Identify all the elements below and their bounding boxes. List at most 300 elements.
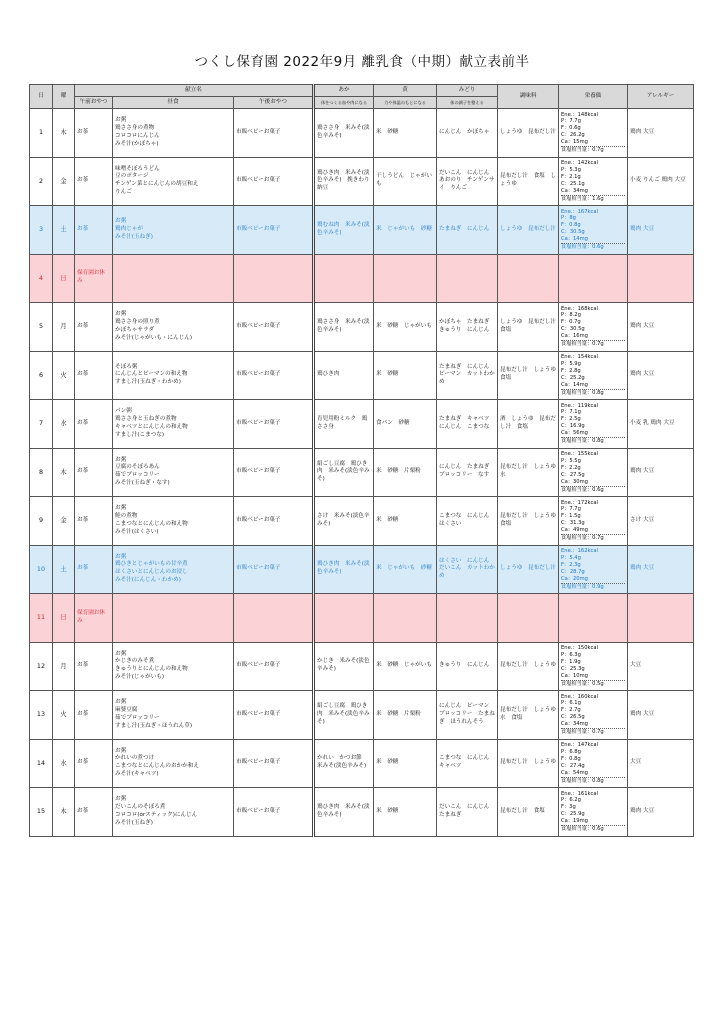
weekday-cell: 月 (53, 303, 75, 352)
day-cell: 6 (30, 351, 53, 400)
morning-snack-cell: お茶 (75, 109, 113, 158)
header-green: みどり (437, 85, 498, 97)
salt-equivalent: 食塩相当量：0.7g (561, 728, 625, 736)
allergy-cell: 小麦 乳 鶏肉 大豆 (628, 400, 694, 449)
nutrition-cell (559, 497, 628, 546)
nutrition-value: Ca：16mg (561, 333, 588, 340)
red-food-cell: 鶏ささ身 米みそ(淡色辛みそ) (314, 109, 374, 158)
yellow-food-cell: 米 砂糖 片栗粉 (374, 448, 437, 497)
nutrition-value: Ca：10mg (561, 672, 588, 679)
lunch-dish: はくさいとにんじんのお浸し (115, 569, 188, 576)
salt-equivalent: 食塩相当量：0.6g (561, 486, 625, 494)
allergy-cell: さけ 大豆 (628, 497, 694, 546)
nutrition-value: Ca：34mg (561, 187, 588, 194)
day-cell: 10 (30, 545, 53, 594)
green-food-cell: たまねぎ にんじん ピーマン カットわかめ (437, 351, 498, 400)
nutrition-value: Ca：30mg (561, 478, 588, 485)
lunch-cell (113, 739, 234, 788)
nutrition-cell (559, 351, 628, 400)
green-food-cell: たまねぎ キャベツ にんじん こまつな (437, 400, 498, 449)
nutrition-value: P：5.3g (561, 166, 581, 173)
lunch-dish: こまつなとにんじんの和え物 (115, 520, 188, 527)
afternoon-snack-cell (234, 254, 314, 303)
day-cell: 9 (30, 497, 53, 546)
day-cell: 11 (30, 594, 53, 643)
header-green-sub: 体の調子を整える (437, 97, 498, 109)
nutrition-value: F：0.8g (561, 755, 581, 762)
lunch-dish: 味噌そぼろうどん (115, 165, 160, 172)
red-food-cell (314, 594, 374, 643)
lunch-dish: コロコロ(orスティック)にんじん (115, 811, 198, 818)
nutrition-value: Ene.：150kcal (561, 645, 598, 652)
lunch-cell (113, 497, 234, 546)
afternoon-snack-cell: 市販ベビーお菓子 (234, 109, 314, 158)
lunch-dish: 鶏肉じゃが (115, 225, 143, 232)
afternoon-snack-cell: 市販ベビーお菓子 (234, 351, 314, 400)
red-food-cell: 鶏ひき肉 米みそ(淡色辛みそ) 挽きわり納豆 (314, 157, 374, 206)
green-food-cell (437, 254, 498, 303)
seasoning-cell: しょうゆ 昆布だし汁 (498, 206, 559, 255)
nutrition-value: P：7.7g (561, 118, 581, 125)
nutrition-value: C：25.2g (561, 374, 585, 381)
salt-equivalent: 食塩相当量：0.8g (561, 437, 625, 445)
nutrition-value: P：7.1g (561, 409, 581, 416)
menu-row (30, 206, 694, 255)
allergy-cell (628, 254, 694, 303)
nutrition-value: P：5.9g (561, 360, 581, 367)
morning-snack-cell: お茶 (75, 351, 113, 400)
nutrition-value: Ene.：148kcal (561, 111, 598, 118)
red-food-cell: さけ 米みそ(淡色辛みそ) (314, 497, 374, 546)
lunch-dish: お粥 (115, 553, 127, 560)
salt-equivalent: 食塩相当量：1.6g (561, 195, 625, 203)
lunch-cell (113, 642, 234, 691)
nutrition-value: C：26.2g (561, 132, 585, 139)
lunch-dish: みそ汁(じゃがいも・にんじん) (115, 334, 193, 341)
header-menu-name: 献立名 (75, 85, 314, 97)
lunch-cell (113, 594, 234, 643)
day-cell: 1 (30, 109, 53, 158)
nutrition-value: P：6.2g (561, 797, 581, 804)
allergy-cell: 鶏肉 大豆 (628, 206, 694, 255)
allergy-cell: 大豆 (628, 642, 694, 691)
morning-snack-cell: お茶 (75, 788, 113, 837)
weekday-cell: 木 (53, 788, 75, 837)
yellow-food-cell (374, 254, 437, 303)
nutrition-value: F：2.2g (561, 464, 581, 471)
weekday-cell: 木 (53, 448, 75, 497)
lunch-dish: お粥 (115, 456, 127, 463)
menu-row (30, 303, 694, 352)
lunch-dish: みそ汁(玉ねぎ) (115, 233, 153, 240)
lunch-dish: すまし汁(こまつな) (115, 431, 165, 438)
nutrition-value: C：27.5g (561, 471, 585, 478)
nutrition-value: Ca：49mg (561, 527, 588, 534)
weekday-cell: 火 (53, 691, 75, 740)
nutrition-value: F：2.1g (561, 173, 581, 180)
weekday-cell: 火 (53, 351, 75, 400)
afternoon-snack-cell: 市販ベビーお菓子 (234, 157, 314, 206)
header-red-sub: 体をつくる血や肉になる (314, 97, 374, 109)
weekday-cell: 日 (53, 594, 75, 643)
yellow-food-cell: 米 砂糖 じゃがいも (374, 303, 437, 352)
menu-row (30, 497, 694, 546)
menu-table-body (30, 109, 694, 837)
nutrition-cell (559, 400, 628, 449)
lunch-cell (113, 303, 234, 352)
nutrition-value: F：0.6g (561, 125, 581, 132)
green-food-cell: にんじん ピーマン ブロッコリー たまねぎ ほうれんそう (437, 691, 498, 740)
lunch-cell (113, 254, 234, 303)
nutrition-cell (559, 254, 628, 303)
nutrition-value: Ene.：172kcal (561, 499, 598, 506)
yellow-food-cell: 米 じゃがいも 砂糖 (374, 206, 437, 255)
salt-equivalent: 食塩相当量：0.6g (561, 825, 625, 833)
red-food-cell: 絹ごし豆腐 鶏ひき肉 米みそ(淡色辛みそ) (314, 691, 374, 740)
weekday-cell: 月 (53, 642, 75, 691)
red-food-cell (314, 254, 374, 303)
yellow-food-cell: 米 砂糖 (374, 497, 437, 546)
day-cell: 15 (30, 788, 53, 837)
day-cell: 12 (30, 642, 53, 691)
lunch-dish: チンゲン菜とにんじんの胡豆和え (115, 181, 199, 188)
nutrition-value: C：27.4g (561, 762, 585, 769)
lunch-dish: かじきのみそ煮 (115, 658, 155, 665)
header-weekday: 曜 (53, 85, 75, 109)
weekday-cell: 水 (53, 400, 75, 449)
nutrition-value: Ene.：168kcal (561, 305, 598, 312)
day-cell: 4 (30, 254, 53, 303)
lunch-dish: 鶏ささ身の照り煮 (115, 318, 160, 325)
allergy-cell: 鶏肉 大豆 (628, 691, 694, 740)
yellow-food-cell: 米 砂糖 (374, 351, 437, 400)
red-food-cell: 鶏ひき肉 米みそ(淡色辛みそ) (314, 545, 374, 594)
red-food-cell: 絹ごし豆腐 鶏ひき肉 米みそ(淡色辛みそ) (314, 448, 374, 497)
yellow-food-cell (374, 594, 437, 643)
menu-row (30, 739, 694, 788)
allergy-cell: 鶏肉 大豆 (628, 545, 694, 594)
nutrition-value: Ene.：167kcal (561, 208, 598, 215)
nutrition-value: C：30.5g (561, 229, 585, 236)
header-yellow: 黄 (374, 85, 437, 97)
nutrition-value: P：5.4g (561, 554, 581, 561)
nutrition-value: Ene.：160kcal (561, 693, 598, 700)
morning-snack-cell: お茶 (75, 448, 113, 497)
afternoon-snack-cell: 市販ベビーお菓子 (234, 739, 314, 788)
afternoon-snack-cell: 市販ベビーお菓子 (234, 788, 314, 837)
salt-equivalent: 食塩相当量：0.8g (561, 777, 625, 785)
nutrition-value: F：1.9g (561, 658, 581, 665)
lunch-cell (113, 400, 234, 449)
weekday-cell: 日 (53, 254, 75, 303)
allergy-cell: 鶏肉 大豆 (628, 788, 694, 837)
lunch-dish: きゅうりとにんじんの和え物 (115, 666, 188, 673)
lunch-dish: みそ汁(じゃがいも) (115, 674, 165, 681)
nutrition-cell (559, 157, 628, 206)
morning-snack-cell: お茶 (75, 206, 113, 255)
lunch-dish: 鶏ささ身と玉ねぎの煮物 (115, 415, 177, 422)
lunch-dish: みそ汁(かぼちゃ) (115, 140, 159, 147)
nutrition-value: Ca：14mg (561, 381, 588, 388)
weekday-cell: 水 (53, 739, 75, 788)
yellow-food-cell: 米 砂糖 (374, 788, 437, 837)
salt-equivalent: 食塩相当量：0.7g (561, 534, 625, 542)
page-title: つくし保育園 2022年9月 離乳食（中期）献立表前半 (194, 54, 530, 70)
lunch-cell (113, 109, 234, 158)
weekday-cell: 金 (53, 497, 75, 546)
lunch-dish: だいこんのそぼろ煮 (115, 803, 166, 810)
header-lunch: 昼食 (113, 97, 234, 109)
allergy-cell: 大豆 (628, 739, 694, 788)
nutrition-value: C：25.9g (561, 811, 585, 818)
seasoning-cell: 酒 しょうゆ 昆布だし汁 食塩 (498, 400, 559, 449)
menu-row (30, 545, 694, 594)
afternoon-snack-cell (234, 594, 314, 643)
lunch-dish: パン粥 (115, 408, 132, 415)
allergy-cell: 鶏肉 大豆 (628, 303, 694, 352)
lunch-dish: 豆のポタージ (115, 173, 149, 180)
menu-row (30, 642, 694, 691)
afternoon-snack-cell: 市販ベビーお菓子 (234, 448, 314, 497)
allergy-cell: 鶏肉 大豆 (628, 351, 694, 400)
lunch-dish: お粥 (115, 796, 127, 803)
day-cell: 5 (30, 303, 53, 352)
lunch-cell (113, 448, 234, 497)
green-food-cell: にんじん たまねぎ ブロッコリー なす (437, 448, 498, 497)
lunch-dish: そぼろ粥 (115, 363, 138, 370)
green-food-cell: きゅうり にんじん (437, 642, 498, 691)
lunch-dish: お粥 (115, 218, 127, 224)
afternoon-snack-cell: 市販ベビーお菓子 (234, 545, 314, 594)
nutrition-cell (559, 594, 628, 643)
nutrition-value: F：3g (561, 804, 576, 811)
lunch-dish: 鮭の煮物 (115, 512, 138, 519)
day-cell: 2 (30, 157, 53, 206)
nutrition-value: C：16.9g (561, 423, 585, 430)
yellow-food-cell: 米 砂糖 (374, 739, 437, 788)
weekday-cell: 土 (53, 206, 75, 255)
lunch-cell (113, 545, 234, 594)
red-food-cell: 鶏ひき肉 (314, 351, 374, 400)
lunch-dish: コロコロにんじん (115, 132, 160, 139)
lunch-dish: かぼちゃサラダ (115, 326, 155, 333)
nutrition-value: Ene.：161kcal (561, 790, 598, 797)
header-morning-snack: 午前おやつ (75, 97, 113, 109)
green-food-cell: にんじん かぼちゃ (437, 109, 498, 158)
green-food-cell: こまつな にんじん はくさい (437, 497, 498, 546)
header-yellow-sub: 力や体温のもとになる (374, 97, 437, 109)
nutrition-value: P：8.2g (561, 312, 581, 319)
weekday-cell: 土 (53, 545, 75, 594)
nutrition-value: F：0.8g (561, 222, 581, 229)
nutrition-value: C：25.1g (561, 180, 585, 187)
morning-snack-cell: お茶 (75, 157, 113, 206)
menu-row (30, 448, 694, 497)
nutrition-value: C：28.7g (561, 568, 585, 575)
lunch-dish: りんご (115, 189, 132, 196)
morning-snack-cell: お茶 (75, 642, 113, 691)
seasoning-cell: 昆布だし汁 しょうゆ (498, 739, 559, 788)
nutrition-value: F：1.5g (561, 513, 581, 520)
nutrition-value: Ene.：142kcal (561, 160, 598, 167)
lunch-dish: お粥 (115, 650, 127, 657)
morning-snack-cell: お茶 (75, 545, 113, 594)
menu-row (30, 400, 694, 449)
day-cell: 8 (30, 448, 53, 497)
yellow-food-cell: 米 砂糖 (374, 109, 437, 158)
nutrition-value: Ca：15mg (561, 139, 588, 146)
seasoning-cell (498, 594, 559, 643)
salt-equivalent: 食塩相当量：0.5g (561, 680, 625, 688)
nutrition-value: Ene.：154kcal (561, 354, 598, 361)
header-allergy: アレルギー (628, 85, 694, 109)
header-nutrition: 栄養価 (559, 85, 628, 109)
seasoning-cell: しょうゆ 昆布だし汁 食塩 (498, 303, 559, 352)
nutrition-value: Ene.：119kcal (561, 402, 598, 409)
yellow-food-cell: 米 砂糖 じゃがいも (374, 642, 437, 691)
morning-snack-cell: 保育園お休み (75, 594, 113, 643)
lunch-dish: お粥 (115, 699, 127, 706)
morning-snack-cell: お茶 (75, 691, 113, 740)
nutrition-value: P：8g (561, 215, 576, 222)
nutrition-value: C：26.5g (561, 714, 585, 721)
seasoning-cell (498, 254, 559, 303)
seasoning-cell: 昆布だし汁 食塩 (498, 788, 559, 837)
nutrition-value: F：2.8g (561, 367, 581, 374)
nutrition-value: F：2.7g (561, 707, 581, 714)
green-food-cell: だいこん にんじん あおのり チンゲンサイ りんご (437, 157, 498, 206)
lunch-dish: 麻婆豆腐 (115, 706, 138, 713)
weekday-cell: 木 (53, 109, 75, 158)
allergy-cell (628, 594, 694, 643)
yellow-food-cell: 干しうどん じゃがいも (374, 157, 437, 206)
nutrition-value: Ca：54mg (561, 769, 588, 776)
nutrition-cell (559, 206, 628, 255)
afternoon-snack-cell: 市販ベビーお菓子 (234, 400, 314, 449)
salt-equivalent: 食塩相当量：0.7g (561, 340, 625, 348)
header-afternoon-snack: 午後おやつ (234, 97, 314, 109)
day-cell: 13 (30, 691, 53, 740)
nutrition-cell (559, 545, 628, 594)
day-cell: 3 (30, 206, 53, 255)
lunch-dish: お粥 (115, 311, 127, 318)
green-food-cell: かぼちゃ たまねぎ きゅうり にんじん (437, 303, 498, 352)
seasoning-cell: 昆布だし汁 しょうゆ 食塩 (498, 497, 559, 546)
yellow-food-cell: 食パン 砂糖 (374, 400, 437, 449)
lunch-dish: すまし汁(玉ねぎ・わかめ) (115, 379, 181, 386)
red-food-cell: 鶏むね肉 米みそ(淡色辛みそ) (314, 206, 374, 255)
lunch-dish: みそ汁(にんじん・わかめ) (115, 577, 181, 584)
green-food-cell: こまつな にんじん キャベツ (437, 739, 498, 788)
menu-row (30, 691, 694, 740)
lunch-dish: 豆腐のそぼろあん (115, 464, 160, 471)
lunch-dish: こまつなとにんじんのおかか和え (115, 763, 199, 770)
menu-row (30, 788, 694, 837)
header-seasoning: 調味料 (498, 85, 559, 109)
nutrition-value: C：25.3g (561, 665, 585, 672)
green-food-cell: たまねぎ にんじん (437, 206, 498, 255)
nutrition-value: F：2.5g (561, 416, 581, 423)
nutrition-cell (559, 303, 628, 352)
morning-snack-cell: お茶 (75, 400, 113, 449)
lunch-dish: キャベツとにんじんの和え物 (115, 423, 188, 430)
seasoning-cell: しょうゆ 昆布だし汁 (498, 109, 559, 158)
allergy-cell: 小麦 りんご 鶏肉 大豆 (628, 157, 694, 206)
nutrition-cell (559, 788, 628, 837)
morning-snack-cell: お茶 (75, 497, 113, 546)
lunch-dish: みそ汁(キャベツ) (115, 771, 159, 778)
nutrition-cell (559, 642, 628, 691)
lunch-dish: すまし汁(玉ねぎ・ほうれん草) (115, 722, 193, 729)
menu-row (30, 254, 694, 303)
lunch-dish: 茹でブロッコリー (115, 714, 160, 721)
lunch-cell (113, 788, 234, 837)
red-food-cell: かれい かつお節 米みそ(淡色辛みそ) (314, 739, 374, 788)
seasoning-cell: 昆布だし汁 しょうゆ (498, 642, 559, 691)
nutrition-value: Ca：14mg (561, 236, 588, 243)
green-food-cell: だいこん にんじん たまねぎ (437, 788, 498, 837)
afternoon-snack-cell: 市販ベビーお菓子 (234, 497, 314, 546)
header-day: 日 (30, 85, 53, 109)
seasoning-cell: しょうゆ 昆布だし汁 (498, 545, 559, 594)
allergy-cell: 鶏肉 大豆 (628, 448, 694, 497)
red-food-cell: 育児用粉ミルク 鶏ささ身 (314, 400, 374, 449)
nutrition-value: C：31.3g (561, 520, 585, 527)
nutrition-value: Ca：56mg (561, 430, 588, 437)
nutrition-value: P：6.1g (561, 700, 581, 707)
morning-snack-cell: お茶 (75, 303, 113, 352)
seasoning-cell: 昆布だし汁 しょうゆ 水 (498, 448, 559, 497)
menu-row (30, 157, 694, 206)
lunch-dish: お粥 (115, 117, 127, 124)
nutrition-value: P：5.5g (561, 457, 581, 464)
seasoning-cell: 昆布だし汁 しょうゆ 水 食塩 (498, 691, 559, 740)
lunch-cell (113, 157, 234, 206)
red-food-cell: かじき 米みそ(淡色辛みそ) (314, 642, 374, 691)
afternoon-snack-cell: 市販ベビーお菓子 (234, 303, 314, 352)
seasoning-cell: 昆布だし汁 しょうゆ 食塩 (498, 351, 559, 400)
nutrition-value: F：2.3g (561, 561, 581, 568)
nutrition-cell (559, 739, 628, 788)
lunch-dish: 鶏ひきとじゃがいもの甘辛煮 (115, 561, 188, 568)
nutrition-value: F：0.7g (561, 319, 581, 326)
lunch-dish: みそ汁(玉ねぎ) (115, 819, 153, 826)
nutrition-value: Ene.：162kcal (561, 548, 598, 555)
nutrition-value: Ene.：147kcal (561, 742, 598, 749)
nutrition-cell (559, 691, 628, 740)
lunch-dish: みそ汁(玉ねぎ・なす) (115, 480, 170, 487)
lunch-cell (113, 206, 234, 255)
nutrition-value: Ca：19mg (561, 818, 588, 825)
nutrition-value: C：30.5g (561, 326, 585, 333)
lunch-cell (113, 351, 234, 400)
seasoning-cell: 昆布だし汁 食塩 しょうゆ (498, 157, 559, 206)
salt-equivalent: 食塩相当量：0.6g (561, 243, 625, 251)
menu-row (30, 109, 694, 158)
afternoon-snack-cell: 市販ベビーお菓子 (234, 642, 314, 691)
red-food-cell: 鶏ささ身 米みそ(淡色辛みそ) (314, 303, 374, 352)
salt-equivalent: 食塩相当量：0.9g (561, 583, 625, 591)
menu-row (30, 351, 694, 400)
salt-equivalent: 食塩相当量：0.7g (561, 146, 625, 154)
nutrition-cell (559, 109, 628, 158)
lunch-dish: かれいの煮つけ (115, 755, 155, 762)
nutrition-cell (559, 448, 628, 497)
lunch-dish: みそ汁(はくさい) (115, 528, 159, 535)
lunch-dish: 茹でブロッコリー (115, 472, 160, 479)
lunch-dish: お粥 (115, 747, 127, 754)
nutrition-value: P：7.7g (561, 506, 581, 513)
